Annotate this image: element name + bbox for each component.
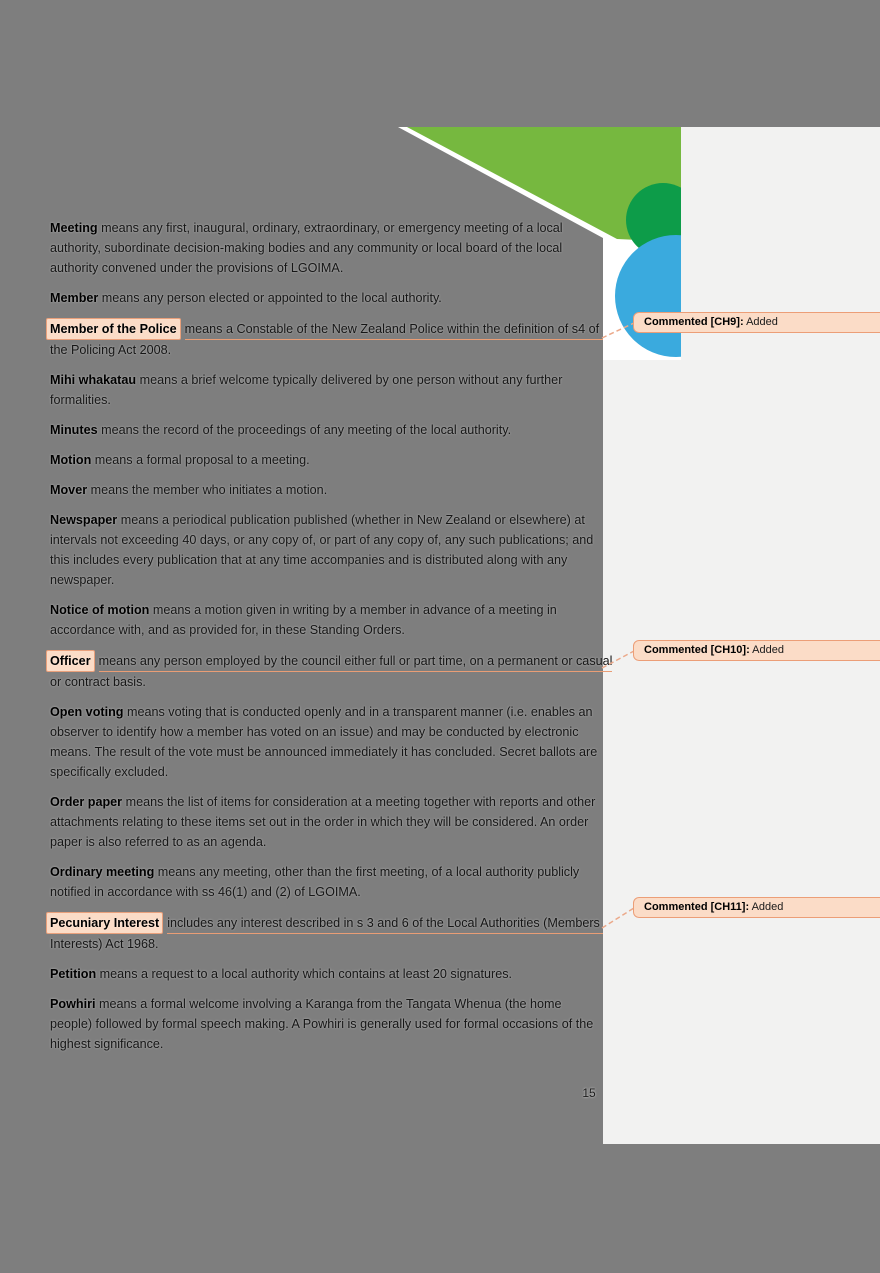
definition-term: Member: [50, 291, 99, 305]
definition-paragraph: Meeting means any first, inaugural, ordinary, extraordinary, or emergency meeting of a local authority, subordinate decision-making bodies and any community or local board of the local authority convened under the provisions of LGOIMA.: [50, 221, 563, 275]
definitions-list: [50, 218, 613, 1064]
inserted-text-underlined: includes any interest described in s 3 and 6 of the Local Authorities (Members: [167, 913, 603, 934]
definition-text-continued: the Policing Act 2008.: [50, 343, 172, 357]
definition-term: Minutes: [50, 423, 98, 437]
definition-paragraph: Notice of motion means a motion given in writing by a member in advance of a meeting in accordance with, and as provided for, in these Standing Orders.: [50, 603, 557, 637]
comment-author-label: Commented [CH10]:: [644, 644, 750, 656]
definition-paragraph: [50, 650, 613, 692]
comment-bubble-ch10[interactable]: Commented [CH10]: Added: [633, 640, 880, 661]
definition-term-highlighted[interactable]: Pecuniary Interest: [46, 912, 163, 934]
definition-term: Powhiri: [50, 997, 96, 1011]
definition-term: Mihi whakatau: [50, 373, 137, 387]
comment-bubble-ch11[interactable]: Commented [CH11]: Added: [633, 897, 880, 918]
inserted-text-underlined: means a Constable of the New Zealand Police within the definition of s4 of: [185, 319, 603, 340]
definition-term-highlighted[interactable]: Member of the Police: [46, 318, 181, 340]
definition-term: Ordinary meeting: [50, 865, 155, 879]
definition-paragraph: Petition means a request to a local authority which contains at least 20 signatures.: [50, 967, 513, 981]
definition-term: Newspaper: [50, 513, 118, 527]
definition-paragraph: Newspaper means a periodical publication published (whether in New Zealand or elsewhere) at intervals not exceeding 40 days, or any copy of, or part of any copy of, any such publications; and this includes every publication that at any time accompanies and is distributed along with any newspaper.: [50, 513, 594, 587]
definition-term: Petition: [50, 967, 97, 981]
inserted-text-underlined: means any person employed by the council either full or part time, on a permanent or casual: [99, 651, 613, 672]
definition-term: Meeting: [50, 221, 98, 235]
definition-paragraph: Mihi whakatau means a brief welcome typically delivered by one person without any further formalities.: [50, 373, 563, 407]
definition-paragraph: Minutes means the record of the proceedings of any meeting of the local authority.: [50, 423, 512, 437]
definition-term: Order paper: [50, 795, 123, 809]
definition-paragraph: [50, 318, 603, 360]
comment-author-label: Commented [CH11]:: [644, 901, 750, 913]
definition-paragraph: Member means any person elected or appointed to the local authority.: [50, 291, 442, 305]
definition-paragraph: Motion means a formal proposal to a meeting.: [50, 453, 310, 467]
definition-paragraph: Order paper means the list of items for consideration at a meeting together with reports and other attachments relating to these items set out in the order in which they will be considered. An order paper is also referred to as an agenda.: [50, 795, 596, 849]
definition-paragraph: Ordinary meeting means any meeting, other than the first meeting, of a local authority publicly notified in accordance with ss 46(1) and (2) of LGOIMA.: [50, 865, 580, 899]
definition-term-highlighted[interactable]: Officer: [46, 650, 95, 672]
definition-text-continued: or contract basis.: [50, 675, 146, 689]
definition-term: Notice of motion: [50, 603, 150, 617]
definition-term: Motion: [50, 453, 92, 467]
page-number: 15: [582, 1086, 596, 1100]
comment-bubble-ch9[interactable]: Commented [CH9]: Added: [633, 312, 880, 333]
definition-paragraph: Powhiri means a formal welcome involving a Karanga from the Tangata Whenua (the home people) followed by formal speech making. A Powhiri is generally used for formal occasions of the highest significance.: [50, 997, 594, 1051]
definition-paragraph: Open voting means voting that is conducted openly and in a transparent manner (i.e. enables an observer to identify how a member has voted on an issue) and may be conducted by electronic means. The result of the vote must be announced immediately it has concluded. Secret ballots are specifically excluded.: [50, 705, 598, 779]
definition-term: Open voting: [50, 705, 124, 719]
definition-paragraph: Mover means the member who initiates a motion.: [50, 483, 328, 497]
definition-term: Mover: [50, 483, 88, 497]
definition-paragraph: [50, 912, 603, 954]
comment-author-label: Commented [CH9]:: [644, 316, 744, 328]
definition-text-continued: Interests) Act 1968.: [50, 937, 159, 951]
